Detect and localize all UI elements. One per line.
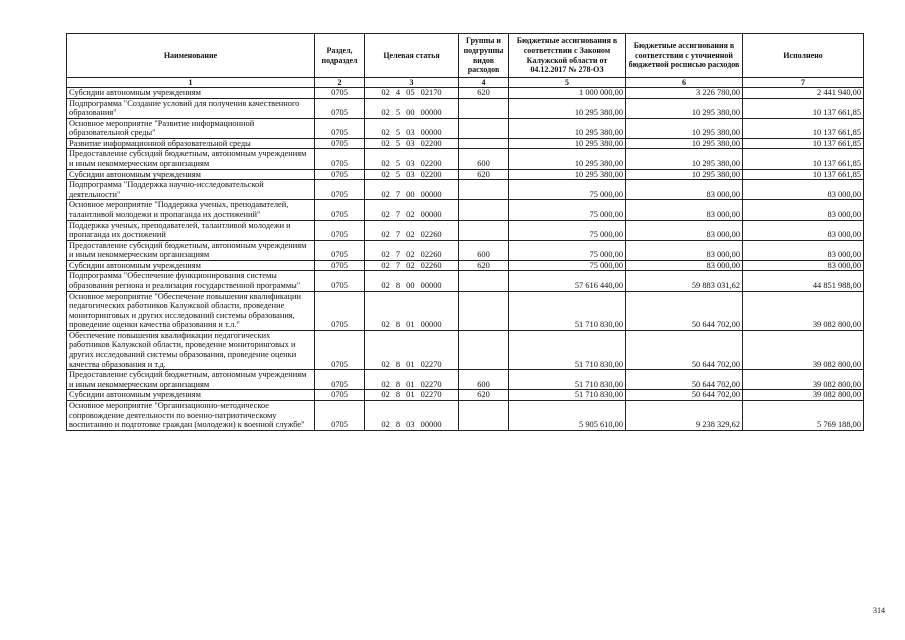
table-row <box>67 88 864 99</box>
cell-vr <box>459 291 509 330</box>
cell-razdel: 0705 <box>315 220 365 240</box>
cell-law-amount: 10 295 380,00 <box>509 118 626 138</box>
cell-law-amount: 51 710 830,00 <box>509 370 626 390</box>
cell-name: Предоставление субсидий бюджетным, автономным учреждениям и иным некоммерческим организациям <box>67 149 315 169</box>
cell-razdel: 0705 <box>315 390 365 401</box>
column-number: 6 <box>626 78 743 88</box>
column-number: 1 <box>67 78 315 88</box>
cell-refined-amount: 9 238 329,62 <box>626 400 743 430</box>
cell-name: Подпрограмма "Создание условий для получения качественного образования" <box>67 98 315 118</box>
header-razdel: Раздел, подраздел <box>315 34 365 78</box>
table-row <box>67 291 864 330</box>
table-row <box>67 118 864 138</box>
cell-law-amount: 75 000,00 <box>509 260 626 271</box>
cell-refined-amount: 83 000,00 <box>626 200 743 220</box>
cell-executed-amount: 39 082 800,00 <box>743 291 864 330</box>
column-number: 7 <box>743 78 864 88</box>
cell-vr <box>459 98 509 118</box>
cell-vr <box>459 138 509 149</box>
cell-vr <box>459 400 509 430</box>
table-row <box>67 200 864 220</box>
cell-executed-amount: 83 000,00 <box>743 180 864 200</box>
table-body <box>67 88 864 431</box>
cell-target: 02 7 02 02260 <box>365 240 459 260</box>
cell-name: Подпрограмма "Обеспечение функционирования системы образования региона и реализация государственной программы" <box>67 271 315 291</box>
cell-refined-amount: 10 295 380,00 <box>626 98 743 118</box>
table-row <box>67 98 864 118</box>
column-number: 3 <box>365 78 459 88</box>
cell-law-amount: 57 616 440,00 <box>509 271 626 291</box>
header-executed: Исполнено <box>743 34 864 78</box>
cell-name: Подпрограмма "Поддержка научно-исследовательской деятельности" <box>67 180 315 200</box>
column-number: 5 <box>509 78 626 88</box>
cell-refined-amount: 50 644 702,00 <box>626 330 743 369</box>
cell-executed-amount: 83 000,00 <box>743 220 864 240</box>
table-row <box>67 169 864 180</box>
cell-vr: 600 <box>459 149 509 169</box>
table-row <box>67 180 864 200</box>
cell-target: 02 5 00 00000 <box>365 98 459 118</box>
cell-law-amount: 10 295 380,00 <box>509 98 626 118</box>
cell-law-amount: 51 710 830,00 <box>509 390 626 401</box>
cell-refined-amount: 50 644 702,00 <box>626 370 743 390</box>
cell-target: 02 7 02 00000 <box>365 200 459 220</box>
cell-refined-amount: 50 644 702,00 <box>626 390 743 401</box>
cell-law-amount: 10 295 380,00 <box>509 169 626 180</box>
header-row <box>67 34 864 78</box>
column-number-row <box>67 78 864 88</box>
cell-vr: 620 <box>459 390 509 401</box>
cell-executed-amount: 10 137 661,85 <box>743 149 864 169</box>
cell-name: Поддержка ученых, преподавателей, талантливой молодежи и пропаганда их достижений <box>67 220 315 240</box>
cell-refined-amount: 10 295 380,00 <box>626 169 743 180</box>
cell-target: 02 4 05 02170 <box>365 88 459 99</box>
cell-refined-amount: 83 000,00 <box>626 260 743 271</box>
cell-executed-amount: 10 137 661,85 <box>743 118 864 138</box>
cell-name: Основное мероприятие "Организационно-методическое сопровождение деятельности по военно-патриотическому воспитанию и подготовке граждан (молодежи) к военной службе" <box>67 400 315 430</box>
header-law: Бюджетные ассигнования в соответствии с Законом Калужской области от 04.12.2017 № 278-ОЗ <box>509 34 626 78</box>
cell-vr: 600 <box>459 370 509 390</box>
cell-vr: 600 <box>459 240 509 260</box>
cell-law-amount: 51 710 830,00 <box>509 291 626 330</box>
cell-razdel: 0705 <box>315 330 365 369</box>
header-name: Наименование <box>67 34 315 78</box>
cell-name: Предоставление субсидий бюджетным, автономным учреждениям и иным некоммерческим организациям <box>67 240 315 260</box>
cell-refined-amount: 59 883 031,62 <box>626 271 743 291</box>
cell-target: 02 5 03 02200 <box>365 138 459 149</box>
cell-law-amount: 1 000 000,00 <box>509 88 626 99</box>
cell-target: 02 8 01 02270 <box>365 330 459 369</box>
table-row <box>67 138 864 149</box>
cell-law-amount: 75 000,00 <box>509 220 626 240</box>
cell-target: 02 8 01 00000 <box>365 291 459 330</box>
header-refined: Бюджетные ассигнования в соответствии с уточненной бюджетной росписью расходов <box>626 34 743 78</box>
table-row <box>67 400 864 430</box>
cell-razdel: 0705 <box>315 118 365 138</box>
table-row <box>67 390 864 401</box>
cell-razdel: 0705 <box>315 240 365 260</box>
cell-vr <box>459 330 509 369</box>
table-row <box>67 220 864 240</box>
cell-executed-amount: 39 082 800,00 <box>743 370 864 390</box>
cell-vr <box>459 271 509 291</box>
cell-refined-amount: 83 000,00 <box>626 180 743 200</box>
cell-executed-amount: 10 137 661,85 <box>743 169 864 180</box>
cell-razdel: 0705 <box>315 138 365 149</box>
cell-refined-amount: 10 295 380,00 <box>626 138 743 149</box>
cell-vr <box>459 180 509 200</box>
cell-executed-amount: 39 082 800,00 <box>743 390 864 401</box>
cell-razdel: 0705 <box>315 149 365 169</box>
cell-executed-amount: 83 000,00 <box>743 240 864 260</box>
table-row <box>67 149 864 169</box>
cell-executed-amount: 44 851 988,00 <box>743 271 864 291</box>
cell-target: 02 8 03 00000 <box>365 400 459 430</box>
cell-executed-amount: 39 082 800,00 <box>743 330 864 369</box>
cell-razdel: 0705 <box>315 88 365 99</box>
cell-target: 02 8 00 00000 <box>365 271 459 291</box>
cell-razdel: 0705 <box>315 260 365 271</box>
cell-name: Обеспечение повышения квалификации педагогических работников Калужской области, проведение мониторинговых и других исследований системы образования, проведение оценки качества образования и т.д. <box>67 330 315 369</box>
cell-executed-amount: 83 000,00 <box>743 200 864 220</box>
cell-target: 02 5 03 02200 <box>365 169 459 180</box>
cell-executed-amount: 83 000,00 <box>743 260 864 271</box>
table-row <box>67 271 864 291</box>
cell-name: Основное мероприятие "Поддержка ученых, преподавателей, талантливой молодежи и пропаганда их достижений" <box>67 200 315 220</box>
cell-name: Развитие информационной образовательной среды <box>67 138 315 149</box>
cell-target: 02 7 02 02260 <box>365 220 459 240</box>
cell-razdel: 0705 <box>315 200 365 220</box>
cell-law-amount: 10 295 380,00 <box>509 138 626 149</box>
cell-target: 02 5 03 00000 <box>365 118 459 138</box>
column-number: 2 <box>315 78 365 88</box>
cell-vr: 620 <box>459 260 509 271</box>
cell-law-amount: 75 000,00 <box>509 240 626 260</box>
table-row <box>67 370 864 390</box>
cell-vr <box>459 200 509 220</box>
cell-vr: 620 <box>459 169 509 180</box>
cell-vr <box>459 220 509 240</box>
cell-razdel: 0705 <box>315 400 365 430</box>
cell-refined-amount: 83 000,00 <box>626 220 743 240</box>
table-row <box>67 240 864 260</box>
cell-refined-amount: 50 644 702,00 <box>626 291 743 330</box>
cell-razdel: 0705 <box>315 291 365 330</box>
cell-executed-amount: 10 137 661,85 <box>743 138 864 149</box>
cell-razdel: 0705 <box>315 180 365 200</box>
cell-vr <box>459 118 509 138</box>
cell-name: Субсидии автономным учреждениям <box>67 169 315 180</box>
header-vr: Группы и подгруппы видов расходов <box>459 34 509 78</box>
cell-law-amount: 51 710 830,00 <box>509 330 626 369</box>
cell-target: 02 7 00 00000 <box>365 180 459 200</box>
cell-refined-amount: 10 295 380,00 <box>626 118 743 138</box>
budget-table <box>66 33 864 431</box>
table-row <box>67 330 864 369</box>
cell-vr: 620 <box>459 88 509 99</box>
cell-law-amount: 75 000,00 <box>509 200 626 220</box>
cell-executed-amount: 2 441 940,00 <box>743 88 864 99</box>
cell-law-amount: 75 000,00 <box>509 180 626 200</box>
cell-target: 02 7 02 02260 <box>365 260 459 271</box>
page-number: 314 <box>873 606 885 615</box>
cell-name: Предоставление субсидий бюджетным, автономным учреждениям и иным некоммерческим организациям <box>67 370 315 390</box>
cell-executed-amount: 5 769 188,00 <box>743 400 864 430</box>
cell-name: Основное мероприятие "Развитие информационной образовательной среды" <box>67 118 315 138</box>
cell-name: Основное мероприятие "Обеспечение повышения квалификации педагогических работников Калужской области, проведение мониторинговых и других исследований системы образования, проведение оценки качества образования и т.л." <box>67 291 315 330</box>
cell-refined-amount: 83 000,00 <box>626 240 743 260</box>
cell-refined-amount: 10 295 380,00 <box>626 149 743 169</box>
cell-name: Субсидии автономным учреждениям <box>67 88 315 99</box>
cell-name: Субсидии автономным учреждениям <box>67 260 315 271</box>
cell-target: 02 8 01 02270 <box>365 390 459 401</box>
column-number: 4 <box>459 78 509 88</box>
cell-razdel: 0705 <box>315 370 365 390</box>
table-row <box>67 260 864 271</box>
cell-law-amount: 10 295 380,00 <box>509 149 626 169</box>
cell-target: 02 5 03 02200 <box>365 149 459 169</box>
cell-executed-amount: 10 137 661,85 <box>743 98 864 118</box>
cell-name: Субсидии автономным учреждениям <box>67 390 315 401</box>
header-target: Целевая статья <box>365 34 459 78</box>
cell-razdel: 0705 <box>315 98 365 118</box>
cell-razdel: 0705 <box>315 271 365 291</box>
cell-target: 02 8 01 02270 <box>365 370 459 390</box>
cell-law-amount: 5 905 610,00 <box>509 400 626 430</box>
cell-razdel: 0705 <box>315 169 365 180</box>
cell-refined-amount: 3 226 780,00 <box>626 88 743 99</box>
